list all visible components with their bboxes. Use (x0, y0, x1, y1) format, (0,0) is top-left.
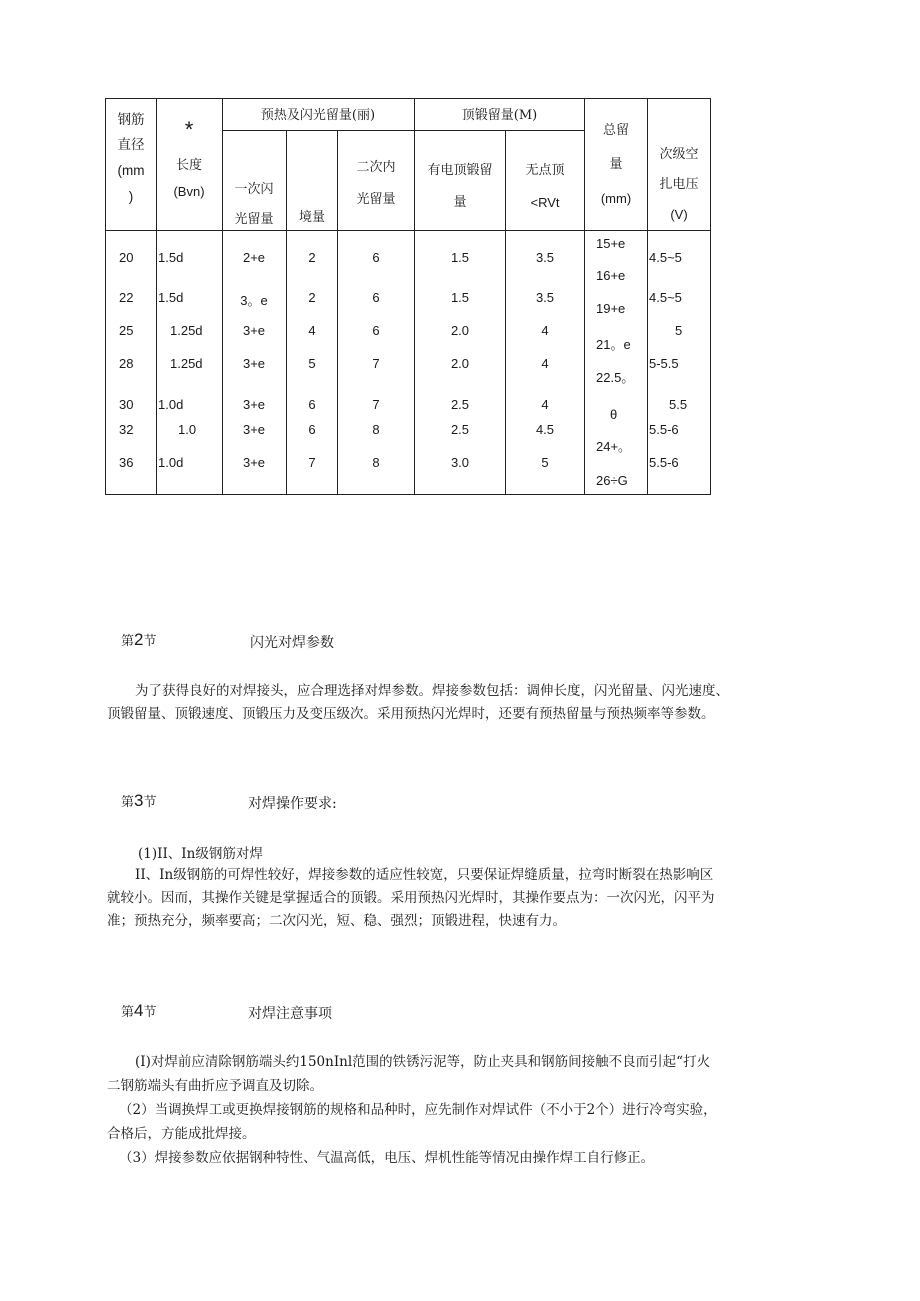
cell-first: 3+e (242, 422, 266, 437)
cell-first: 3+e (242, 397, 266, 412)
cell-len: 1.25d (170, 356, 203, 371)
header-second-flash: 二次内 光留量 (356, 160, 396, 207)
cell-total: 19+e (596, 301, 626, 316)
cell-len: 1.0d (158, 397, 184, 412)
cell-d: 28 (119, 356, 134, 371)
cell-second: 8 (372, 422, 380, 437)
cell-pre: 2 (308, 290, 316, 305)
cell-second: 7 (372, 356, 380, 371)
cell-second: 6 (372, 290, 380, 305)
header-length: 长度 (Bvn) (173, 158, 205, 199)
header-total: 总留 量 (mm) (600, 123, 632, 206)
section-3-subheading: (1)II、In级钢筋对焊 (138, 846, 263, 862)
cell-total: 21。e (596, 337, 631, 352)
cell-d: 32 (119, 422, 134, 437)
cell-first: 2+e (242, 250, 266, 265)
cell-pre: 4 (308, 323, 316, 338)
cell-powered: 2.5 (450, 422, 470, 437)
header-voltage: 次级空 扎电压 (V) (659, 147, 699, 222)
header-upset-powered: 有电顶锻留 量 (427, 163, 493, 210)
section-4-heading: 第4节 (121, 1001, 157, 1020)
cell-volt: 5.5 (669, 397, 688, 412)
cell-total-extra: 26÷G (596, 473, 628, 488)
cell-total: θ (610, 407, 618, 422)
section-4-list (107, 1050, 717, 1170)
header-diameter: 钢筋 直径 (mm ) (117, 112, 145, 204)
cell-pre: 6 (308, 397, 316, 412)
cell-unpowered: 4 (541, 397, 549, 412)
cell-second: 7 (372, 397, 380, 412)
section-2-title: 闪光对焊参数 (250, 635, 334, 651)
cell-first: 3+e (242, 323, 266, 338)
cell-first: 3+e (242, 455, 266, 470)
section-2-heading: 第2节 (121, 630, 157, 649)
cell-second: 6 (372, 323, 380, 338)
section-2-paragraph: 为了获得良好的对焊接头，应合理选择对焊参数。焊接参数包括：调伸长度，闪光留量、闪光速度、 顶锻留量、顶锻速度、顶锻压力及变压级次。采用预热闪光焊时，还要有预热留量与预热频率等参数。 (107, 683, 729, 722)
list-item: (I)对焊前应清除钢筋端头约150nInl范围的铁锈污泥等，防止夹具和钢筋间接触不良而引起“打火 二钢筋端头有曲折应予调直及切除。 (107, 1054, 711, 1094)
cell-volt: 4.5~5 (649, 250, 682, 265)
header-preheat-group: 预热及闪光留量(丽) (260, 108, 376, 123)
cell-unpowered: 3.5 (535, 290, 555, 305)
cell-total: 16+e (596, 268, 626, 283)
cell-d: 22 (119, 290, 134, 305)
cell-len: 1.0 (178, 422, 197, 437)
cell-len: 1.0d (158, 455, 184, 470)
cell-volt: 5-5.5 (649, 356, 679, 371)
cell-len: 1.25d (170, 323, 203, 338)
cell-volt: 5 (675, 323, 683, 338)
cell-total: 24+。 (596, 439, 632, 454)
cell-pre: 7 (308, 455, 316, 470)
cell-d: 30 (119, 397, 134, 412)
list-item: （3）焊接参数应依据钢种特性、气温高低，电压、焊机性能等情况由操作焊工自行修正。 (119, 1150, 655, 1166)
cell-powered: 1.5 (450, 250, 470, 265)
header-first-flash: 一次闪 光留量 (234, 182, 274, 227)
section-4-title: 对焊注意事项 (248, 1006, 332, 1022)
header-preheat: 境量 (298, 210, 325, 225)
cell-second: 6 (372, 250, 380, 265)
cell-unpowered: 5 (541, 455, 549, 470)
cell-d: 36 (119, 455, 134, 470)
cell-volt: 5.5-6 (649, 455, 679, 470)
cell-second: 8 (372, 455, 380, 470)
cell-pre: 2 (308, 250, 316, 265)
cell-powered: 2.0 (450, 356, 470, 371)
cell-powered: 2.5 (450, 397, 470, 412)
cell-total: 22.5。 (596, 370, 635, 385)
cell-volt: 4.5~5 (649, 290, 682, 305)
cell-first: 3。e (240, 293, 268, 308)
cell-len: 1.5d (158, 250, 184, 265)
cell-pre: 5 (308, 356, 316, 371)
cell-powered: 3.0 (450, 455, 470, 470)
cell-total: 15+e (596, 236, 626, 251)
cell-unpowered: 4 (541, 356, 549, 371)
cell-unpowered: 3.5 (535, 250, 555, 265)
cell-d: 20 (119, 250, 134, 265)
cell-pre: 6 (308, 422, 316, 437)
section-3-heading: 第3节 (121, 791, 157, 810)
cell-len: 1.5d (158, 290, 184, 305)
header-upset-group: 顶锻留量(M) (461, 108, 538, 123)
cell-d: 25 (119, 323, 134, 338)
cell-volt: 5.5-6 (649, 422, 679, 437)
header-upset-unpowered: 无点顶 <RVt (525, 163, 565, 210)
header-star: * (184, 117, 194, 142)
section-3-title: 对焊操作要求: (248, 796, 337, 812)
cell-first: 3+e (242, 356, 266, 371)
cell-powered: 1.5 (450, 290, 470, 305)
list-item: （2）当调换焊工或更换焊接钢筋的规格和品种时，应先制作对焊试件（不小于2个）进行冷弯实验， 合格后，方能成批焊接。 (107, 1102, 717, 1142)
section-3-paragraph: II、In级钢筋的可焊性较好，焊接参数的适应性较宽，只要保证焊缝质量，拉弯时断裂在热影响区 就较小。因而，其操作关键是掌握适合的顶锻。采用预热闪光焊时，其操作要点为：一次闪光，闪平为 准；预热充分，频率要高；二次闪光，短、稳、强烈；顶锻进程，快速有力。 (107, 867, 715, 929)
cell-powered: 2.0 (450, 323, 470, 338)
cell-unpowered: 4 (541, 323, 549, 338)
cell-unpowered: 4.5 (535, 422, 555, 437)
